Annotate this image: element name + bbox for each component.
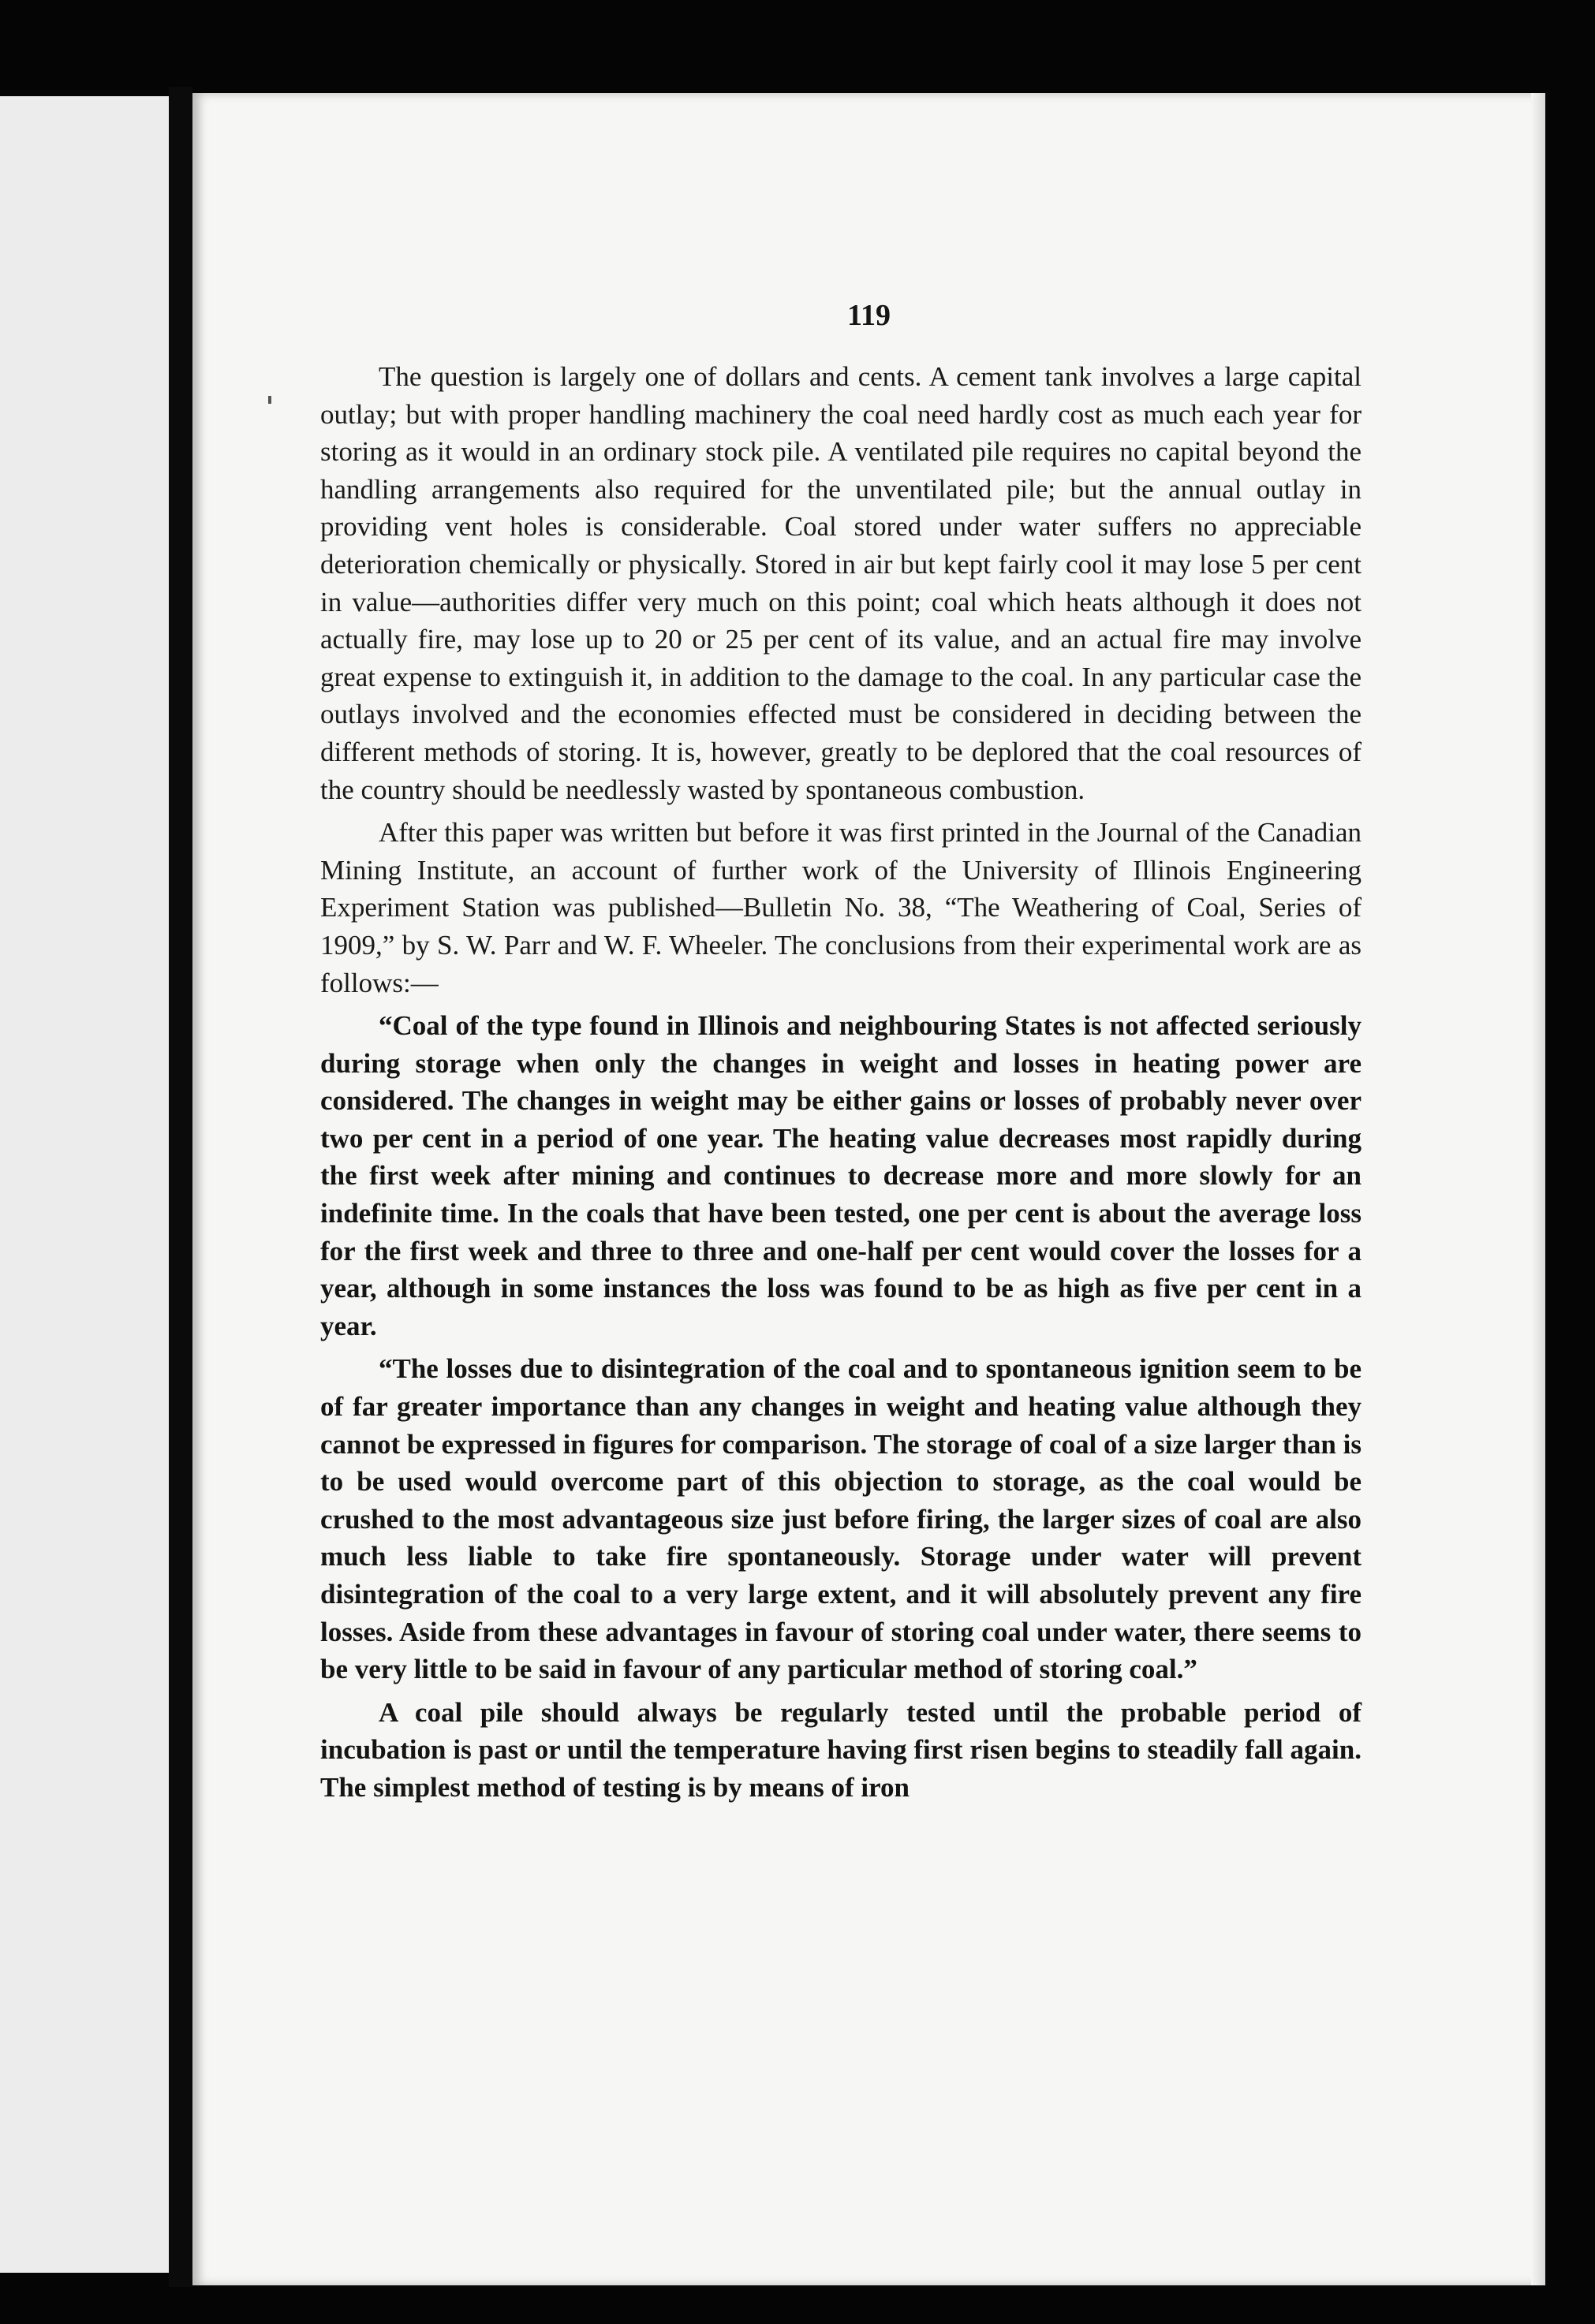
paragraph-dollars-and-cents: The question is largely one of dollars and cents. A cement tank involves a large capital outlay; but with proper handling machinery the coal need hardly cost as much each year for storing as it would in an ordinary stock pile. A ventilated pile requires no capital beyond the handling arrangements also required for the unventilated pile; but the annual outlay in providing vent holes is considerable. Coal stored under water suffers no appreciable deterioration chemically or physically. Stored in air but kept fairly cool it may lose 5 per cent in value—authorities differ very much on this point; coal which heats although it does not actually fire, may lose up to 20 or 25 per cent of its value, and an actual fire may involve great expense to extinguish it, in addition to the damage to the coal. In any particular case the outlays involved and the economies effected must be considered in deciding between the different methods of storing. It is, however, greatly to be deplored that the coal resources of the country should be needlessly wasted by spontaneous combustion. [320,361,1362,805]
book-page [192,93,1545,2285]
page-number: 119 [847,299,891,332]
quote-paragraph-disintegration: “The losses due to disintegration of the coal and to spontaneous ignition seem to be of far greater importance than any changes in weight and heating value although they cannot be expressed in figures for comparison. The storage of coal of a size larger than is to be used would overcome part of this objection to storage, as the coal would be crushed to the most advantageous size just before firing, the larger sizes of coal are also much less liable to take fire spontaneously. Storage under water will prevent disintegration of the coal to a very large extent, and it will absolutely prevent any fire losses. Aside from these advantages in favour of storing coal under water, there seems to be very little to be said in favour of any particular method of storing coal.” [320,1353,1362,1685]
book-gutter [169,87,192,2287]
paragraph-illinois-bulletin: After this paper was written but before it was first printed in the Journal of the Canadian Mining Institute, an account of further work of the University of Illinois Engineering Experiment Station was published—Bulletin No. 38, “The Weathering of Coal, Series of 1909,” by S. W. Parr and W. F. Wheeler. The conclusions from their experimental work are as follows:— [320,817,1362,998]
facing-page-edge [0,96,169,2273]
body-text [320,358,1362,1807]
paragraph-testing-coal-pile: A coal pile should always be regularly tested until the probable period of incubation is past or until the temperature having first risen begins to steadily fall again. The simplest method of testing is by means of iron [320,1696,1362,1803]
quote-paragraph-weight-losses: “Coal of the type found in Illinois and neighbouring States is not affected seriously during storage when only the changes in weight and losses in heating power are considered. The changes in weight may be either gains or losses of probably never over two per cent in a period of one year. The heating value decreases most rapidly during the first week after mining and continues to decrease more and more slowly for an indefinite time. In the coals that have been tested, one per cent is about the average loss for the first week and three to three and one-half per cent would cover the losses for a year, although in some instances the loss was found to be as high as five per cent in a year. [320,1010,1362,1341]
scan-speck [268,396,271,404]
page-edge-shadow [1531,93,1545,2285]
